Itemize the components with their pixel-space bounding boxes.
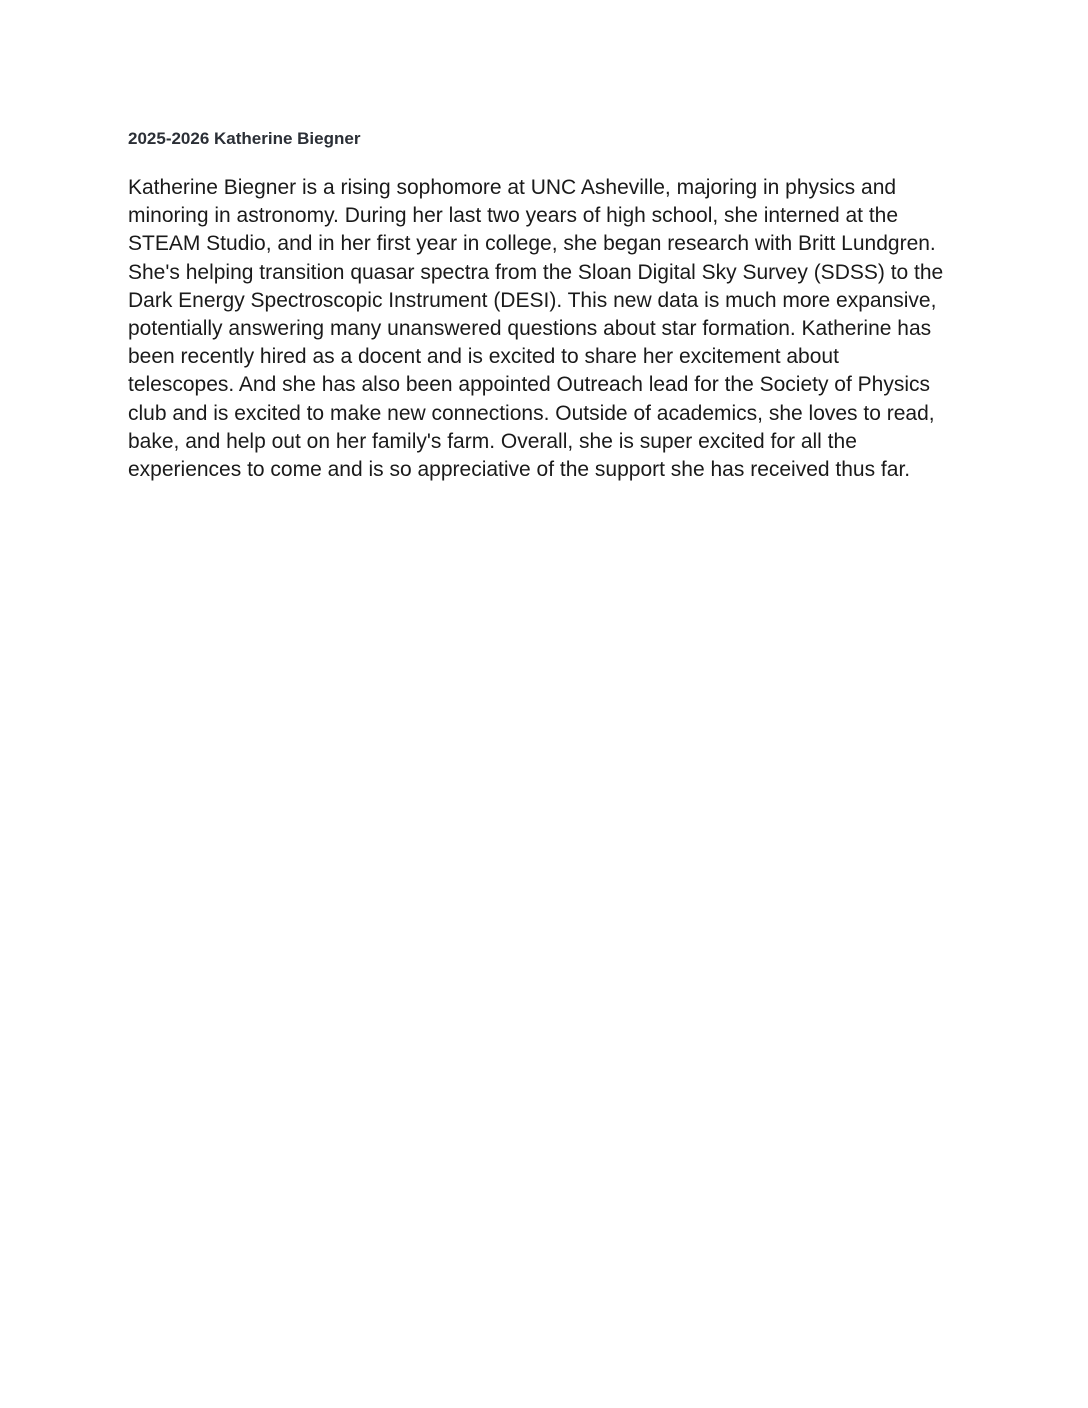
paragraph-line: been recently hired as a docent and is excited to share her excitement about: [128, 345, 839, 369]
paragraph-line: experiences to come and is so appreciative of the support she has received thus far.: [128, 458, 911, 482]
paragraph-line: She's helping transition quasar spectra from the Sloan Digital Sky Survey (SDSS) to the: [128, 260, 944, 284]
paragraph-line: telescopes. And she has also been appointed Outreach lead for the Society of Physics: [128, 373, 931, 397]
paragraph-line: Katherine Biegner is a rising sophomore at UNC Asheville, majoring in physics and: [128, 176, 897, 199]
paragraph-line: bake, and help out on her family's farm. Overall, she is super excited for all the: [128, 429, 857, 453]
paragraph-line: minoring in astronomy. During her last two years of high school, she interned at the: [128, 204, 899, 228]
paragraph-line: potentially answering many unanswered questions about star formation. Katherine has: [128, 317, 932, 341]
paragraph-line: club and is excited to make new connections. Outside of academics, she loves to read,: [128, 401, 935, 425]
document-heading: 2025-2026 Katherine Biegner: [128, 129, 361, 148]
paragraph-line: STEAM Studio, and in her first year in college, she began research with Britt Lundgren.: [128, 232, 936, 256]
bio-paragraph: [128, 174, 968, 484]
paragraph-line: Dark Energy Spectroscopic Instrument (DESI). This new data is much more expansive,: [128, 288, 937, 312]
